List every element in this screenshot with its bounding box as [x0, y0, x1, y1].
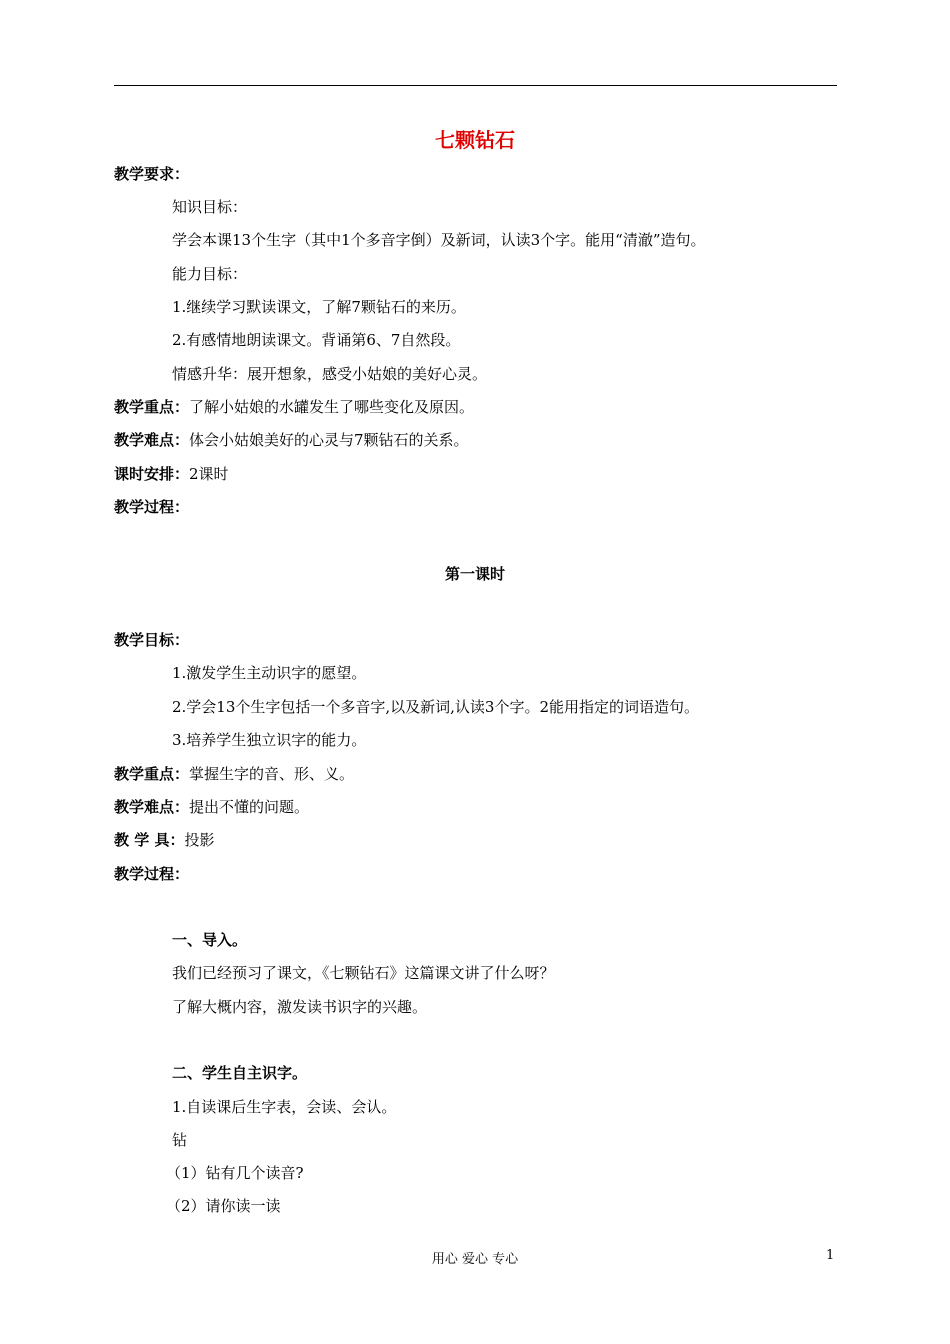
line-text: 知识目标：: [172, 198, 248, 216]
doc-line: [172, 697, 699, 717]
doc-line: [166, 1196, 281, 1216]
line-label: 课时安排：: [114, 465, 190, 483]
line-text: 能力目标：: [172, 265, 248, 283]
line-text: 2.有感情地朗读课文。背诵第6、7自然段。: [172, 331, 461, 349]
document-title: 七颗钻石: [435, 128, 515, 152]
line-text: 1.继续学习默读课文，了解7颗钻石的来历。: [172, 298, 466, 316]
line-text: 体会小姑娘美好的心灵与7颗钻石的关系。: [189, 431, 469, 449]
doc-line: [114, 764, 354, 784]
line-label: 教学难点：: [114, 431, 190, 449]
doc-line: [172, 963, 555, 983]
doc-line: [114, 430, 469, 450]
line-text: 投影: [184, 831, 215, 849]
doc-line: [166, 1163, 304, 1183]
line-label: 教学过程：: [114, 865, 190, 883]
line-label: 教学要求：: [114, 165, 190, 183]
doc-line: [172, 663, 366, 683]
line-label: 二、学生自主识字。: [172, 1064, 308, 1082]
line-text: 我们已经预习了课文，《七颗钻石》这篇课文讲了什么呀？: [172, 964, 555, 982]
doc-line: [114, 164, 189, 184]
line-label: 教学重点：: [114, 765, 190, 783]
doc-line: [114, 797, 309, 817]
line-text: 2.学会13个生字包括一个多音字,以及新词,认读3个字。2能用指定的词语造句。: [172, 698, 700, 716]
line-text: （1）钻有几个读音?: [166, 1164, 304, 1182]
line-label: 第一课时: [444, 565, 505, 583]
doc-line: [114, 630, 189, 650]
line-label: 教学难点：: [114, 798, 190, 816]
doc-line: [172, 997, 427, 1017]
doc-line: [172, 197, 247, 217]
doc-line: [172, 730, 366, 750]
line-label: 教 学 具：: [114, 831, 185, 849]
doc-line: [114, 497, 189, 517]
line-text: 掌握生字的音、形、义。: [189, 765, 355, 783]
line-label: 教学过程：: [114, 498, 190, 516]
line-text: 学会本课13个生字（其中1个多音字倒）及新词，认读3个字。能用“清澈”造句。: [172, 231, 706, 249]
doc-line: [114, 397, 474, 417]
line-text: 1.激发学生主动识字的愿望。: [172, 664, 367, 682]
doc-line: [172, 364, 487, 384]
header-rule: [114, 85, 837, 86]
line-text: 3.培养学生独立识字的能力。: [172, 731, 367, 749]
doc-line: [172, 1130, 187, 1150]
line-text: 了解小姑娘的水罐发生了哪些变化及原因。: [189, 398, 475, 416]
line-text: 提出不懂的问题。: [189, 798, 310, 816]
doc-line: [172, 297, 466, 317]
doc-line: [172, 230, 706, 250]
doc-line: [114, 464, 229, 484]
line-text: 1.自读课后生字表，会读、会认。: [172, 1098, 397, 1116]
doc-line: [114, 864, 189, 884]
line-text: （2）请你读一读: [166, 1197, 281, 1215]
line-label: 教学目标：: [114, 631, 190, 649]
doc-line: [114, 830, 214, 850]
line-text: 了解大概内容，激发读书识字的兴趣。: [172, 998, 428, 1016]
doc-line: [172, 264, 247, 284]
footer-text: 用心 爱心 专心: [431, 1252, 519, 1267]
doc-line: [172, 1063, 307, 1083]
doc-line: [172, 330, 460, 350]
line-label: 一、导入。: [172, 931, 248, 949]
section-heading: [0, 564, 950, 584]
line-text: 2课时: [189, 465, 229, 483]
page-number: 1: [826, 1248, 835, 1263]
line-text: 钻: [172, 1131, 188, 1149]
doc-line: [172, 930, 247, 950]
line-label: 教学重点：: [114, 398, 190, 416]
line-text: 情感升华：展开想象，感受小姑娘的美好心灵。: [172, 365, 488, 383]
doc-line: [172, 1097, 396, 1117]
